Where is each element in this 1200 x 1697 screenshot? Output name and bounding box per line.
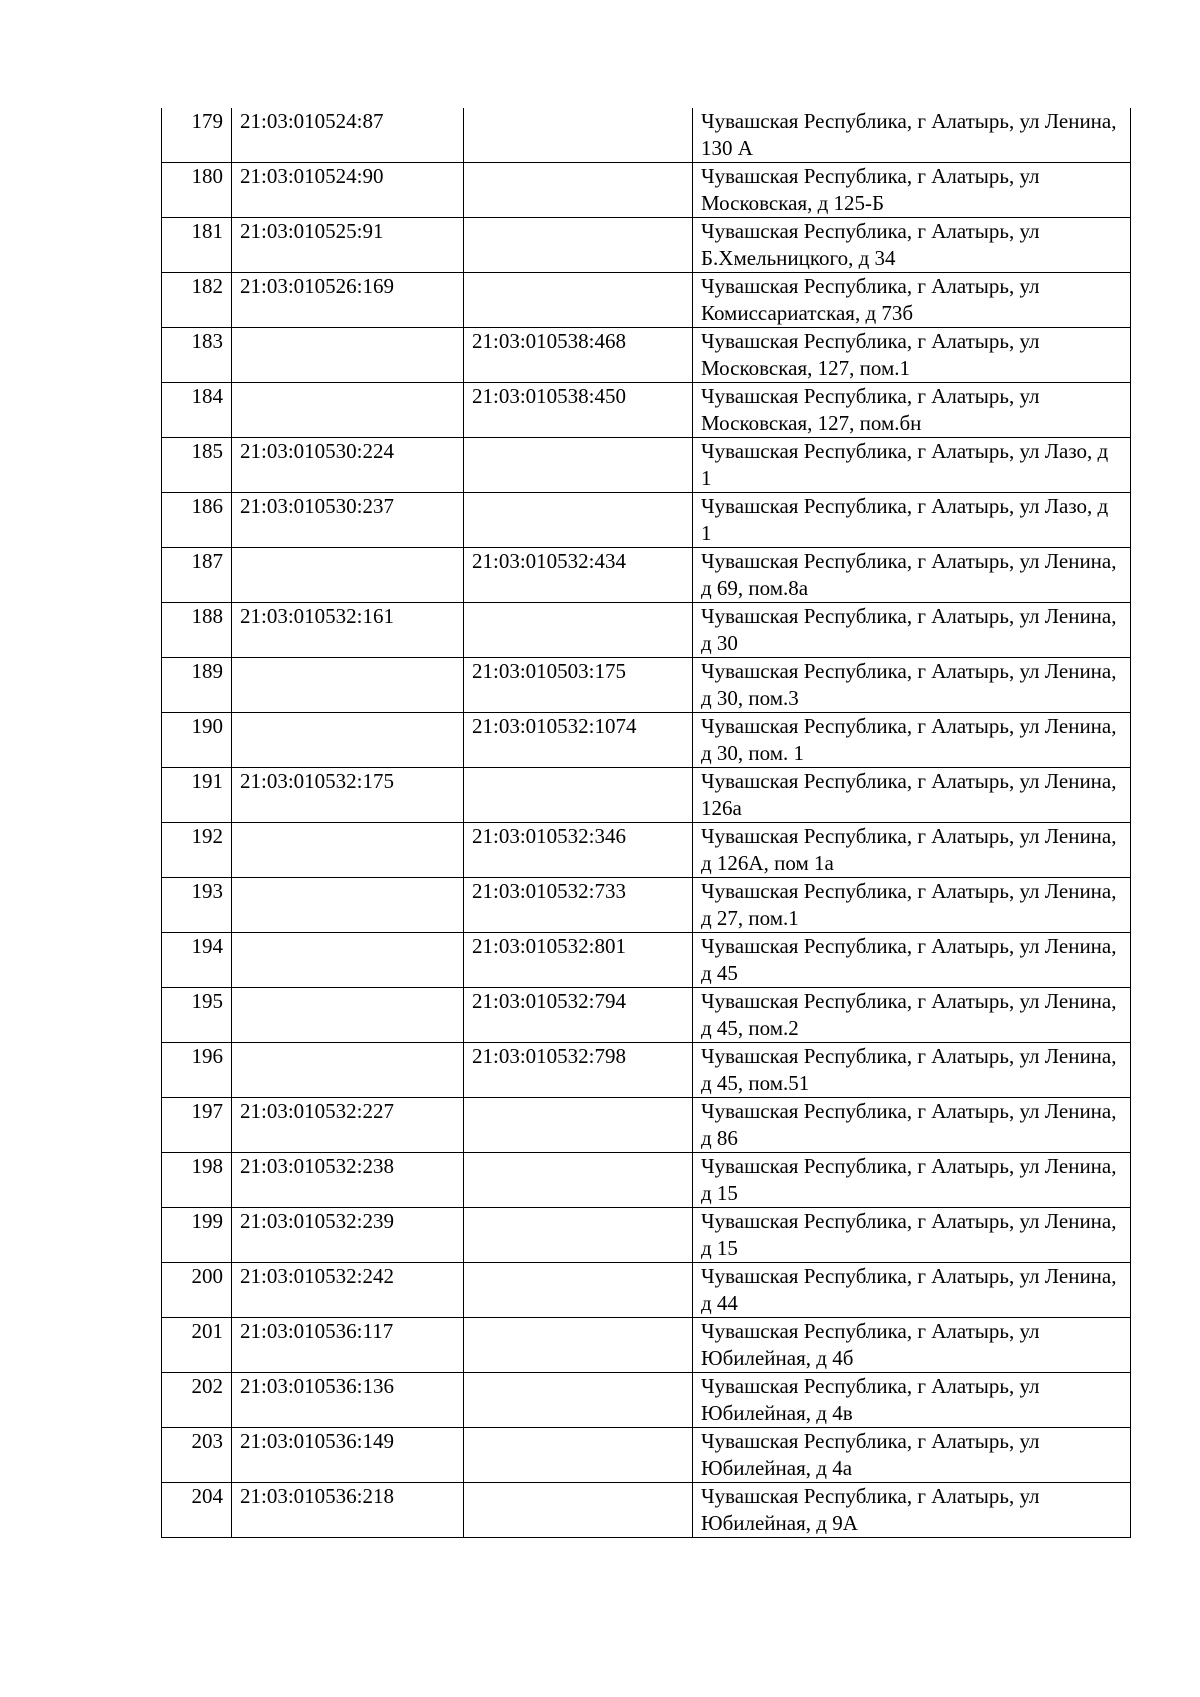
table-row — [162, 878, 1131, 933]
row-number-cell: 185 — [162, 438, 232, 493]
land-cadastral-cell — [232, 1043, 464, 1098]
premises-cadastral-cell — [464, 273, 693, 328]
table-row — [162, 823, 1131, 878]
row-number-cell: 190 — [162, 713, 232, 768]
table-row — [162, 1153, 1131, 1208]
land-cadastral-cell — [232, 823, 464, 878]
land-cadastral-cell: 21:03:010532:227 — [232, 1098, 464, 1153]
table-row — [162, 713, 1131, 768]
premises-cadastral-cell: 21:03:010532:434 — [464, 548, 693, 603]
row-number-cell: 202 — [162, 1373, 232, 1428]
address-cell: Чувашская Республика, г Алатырь, ул Лазо, д 1 — [693, 438, 1131, 493]
land-cadastral-cell — [232, 548, 464, 603]
address-cell: Чувашская Республика, г Алатырь, ул Комиссариатская, д 73б — [693, 273, 1131, 328]
row-number-cell: 201 — [162, 1318, 232, 1373]
address-cell: Чувашская Республика, г Алатырь, ул Юбилейная, д 4в — [693, 1373, 1131, 1428]
land-cadastral-cell: 21:03:010525:91 — [232, 218, 464, 273]
address-cell: Чувашская Республика, г Алатырь, ул Ленина, д 30, пом.3 — [693, 658, 1131, 713]
land-cadastral-cell: 21:03:010536:149 — [232, 1428, 464, 1483]
table-row — [162, 1428, 1131, 1483]
premises-cadastral-cell: 21:03:010532:733 — [464, 878, 693, 933]
land-cadastral-cell: 21:03:010524:90 — [232, 163, 464, 218]
land-cadastral-cell — [232, 878, 464, 933]
address-cell: Чувашская Республика, г Алатырь, ул Ленина, д 45, пом.2 — [693, 988, 1131, 1043]
premises-cadastral-cell — [464, 603, 693, 658]
address-cell: Чувашская Республика, г Алатырь, ул Ленина, д 30, пом. 1 — [693, 713, 1131, 768]
premises-cadastral-cell — [464, 1318, 693, 1373]
row-number-cell: 203 — [162, 1428, 232, 1483]
land-cadastral-cell — [232, 328, 464, 383]
table-row — [162, 1208, 1131, 1263]
table-row — [162, 108, 1131, 163]
row-number-cell: 200 — [162, 1263, 232, 1318]
property-table-body — [162, 108, 1131, 1538]
address-cell: Чувашская Республика, г Алатырь, ул Юбилейная, д 4а — [693, 1428, 1131, 1483]
land-cadastral-cell: 21:03:010532:238 — [232, 1153, 464, 1208]
address-cell: Чувашская Республика, г Алатырь, ул Юбилейная, д 9А — [693, 1483, 1131, 1538]
row-number-cell: 204 — [162, 1483, 232, 1538]
premises-cadastral-cell — [464, 163, 693, 218]
row-number-cell: 194 — [162, 933, 232, 988]
premises-cadastral-cell: 21:03:010538:450 — [464, 383, 693, 438]
premises-cadastral-cell: 21:03:010532:346 — [464, 823, 693, 878]
row-number-cell: 195 — [162, 988, 232, 1043]
premises-cadastral-cell: 21:03:010538:468 — [464, 328, 693, 383]
land-cadastral-cell: 21:03:010536:136 — [232, 1373, 464, 1428]
premises-cadastral-cell — [464, 108, 693, 163]
table-row — [162, 163, 1131, 218]
address-cell: Чувашская Республика, г Алатырь, ул Юбилейная, д 4б — [693, 1318, 1131, 1373]
row-number-cell: 183 — [162, 328, 232, 383]
table-row — [162, 988, 1131, 1043]
land-cadastral-cell — [232, 658, 464, 713]
premises-cadastral-cell: 21:03:010532:801 — [464, 933, 693, 988]
address-cell: Чувашская Республика, г Алатырь, ул Ленина, д 126А, пом 1а — [693, 823, 1131, 878]
table-row — [162, 1098, 1131, 1153]
row-number-cell: 180 — [162, 163, 232, 218]
land-cadastral-cell: 21:03:010536:218 — [232, 1483, 464, 1538]
land-cadastral-cell: 21:03:010530:237 — [232, 493, 464, 548]
row-number-cell: 199 — [162, 1208, 232, 1263]
premises-cadastral-cell: 21:03:010532:1074 — [464, 713, 693, 768]
premises-cadastral-cell: 21:03:010532:794 — [464, 988, 693, 1043]
table-row — [162, 1263, 1131, 1318]
land-cadastral-cell: 21:03:010532:242 — [232, 1263, 464, 1318]
table-row — [162, 493, 1131, 548]
row-number-cell: 188 — [162, 603, 232, 658]
address-cell: Чувашская Республика, г Алатырь, ул Московская, 127, пом.1 — [693, 328, 1131, 383]
table-row — [162, 218, 1131, 273]
land-cadastral-cell — [232, 383, 464, 438]
table-row — [162, 1483, 1131, 1538]
address-cell: Чувашская Республика, г Алатырь, ул Ленина, д 44 — [693, 1263, 1131, 1318]
address-cell: Чувашская Республика, г Алатырь, ул Ленина, д 69, пом.8а — [693, 548, 1131, 603]
premises-cadastral-cell — [464, 1373, 693, 1428]
table-row — [162, 658, 1131, 713]
land-cadastral-cell: 21:03:010532:239 — [232, 1208, 464, 1263]
row-number-cell: 182 — [162, 273, 232, 328]
address-cell: Чувашская Республика, г Алатырь, ул Лазо, д 1 — [693, 493, 1131, 548]
property-table — [161, 108, 1131, 1538]
table-row — [162, 383, 1131, 438]
premises-cadastral-cell — [464, 1208, 693, 1263]
row-number-cell: 187 — [162, 548, 232, 603]
land-cadastral-cell: 21:03:010536:117 — [232, 1318, 464, 1373]
row-number-cell: 197 — [162, 1098, 232, 1153]
land-cadastral-cell — [232, 713, 464, 768]
table-row — [162, 1043, 1131, 1098]
premises-cadastral-cell: 21:03:010503:175 — [464, 658, 693, 713]
premises-cadastral-cell — [464, 493, 693, 548]
address-cell: Чувашская Республика, г Алатырь, ул Б.Хмельницкого, д 34 — [693, 218, 1131, 273]
row-number-cell: 189 — [162, 658, 232, 713]
address-cell: Чувашская Республика, г Алатырь, ул Ленина, д 86 — [693, 1098, 1131, 1153]
address-cell: Чувашская Республика, г Алатырь, ул Ленина, д 30 — [693, 603, 1131, 658]
premises-cadastral-cell — [464, 438, 693, 493]
table-row — [162, 1373, 1131, 1428]
address-cell: Чувашская Республика, г Алатырь, ул Ленина, 126а — [693, 768, 1131, 823]
premises-cadastral-cell: 21:03:010532:798 — [464, 1043, 693, 1098]
row-number-cell: 193 — [162, 878, 232, 933]
row-number-cell: 186 — [162, 493, 232, 548]
row-number-cell: 179 — [162, 108, 232, 163]
address-cell: Чувашская Республика, г Алатырь, ул Московская, д 125-Б — [693, 163, 1131, 218]
land-cadastral-cell: 21:03:010530:224 — [232, 438, 464, 493]
row-number-cell: 191 — [162, 768, 232, 823]
address-cell: Чувашская Республика, г Алатырь, ул Ленина, д 27, пом.1 — [693, 878, 1131, 933]
address-cell: Чувашская Республика, г Алатырь, ул Ленина, 130 А — [693, 108, 1131, 163]
land-cadastral-cell: 21:03:010524:87 — [232, 108, 464, 163]
premises-cadastral-cell — [464, 1483, 693, 1538]
table-row — [162, 603, 1131, 658]
land-cadastral-cell — [232, 933, 464, 988]
land-cadastral-cell — [232, 988, 464, 1043]
address-cell: Чувашская Республика, г Алатырь, ул Ленина, д 15 — [693, 1208, 1131, 1263]
table-row — [162, 768, 1131, 823]
address-cell: Чувашская Республика, г Алатырь, ул Ленина, д 45, пом.51 — [693, 1043, 1131, 1098]
row-number-cell: 192 — [162, 823, 232, 878]
premises-cadastral-cell — [464, 1098, 693, 1153]
table-row — [162, 273, 1131, 328]
premises-cadastral-cell — [464, 1153, 693, 1208]
row-number-cell: 198 — [162, 1153, 232, 1208]
land-cadastral-cell: 21:03:010532:161 — [232, 603, 464, 658]
table-row — [162, 548, 1131, 603]
premises-cadastral-cell — [464, 1263, 693, 1318]
premises-cadastral-cell — [464, 1428, 693, 1483]
address-cell: Чувашская Республика, г Алатырь, ул Ленина, д 15 — [693, 1153, 1131, 1208]
address-cell: Чувашская Республика, г Алатырь, ул Ленина, д 45 — [693, 933, 1131, 988]
row-number-cell: 184 — [162, 383, 232, 438]
table-row — [162, 933, 1131, 988]
land-cadastral-cell: 21:03:010526:169 — [232, 273, 464, 328]
table-row — [162, 328, 1131, 383]
table-row — [162, 438, 1131, 493]
row-number-cell: 181 — [162, 218, 232, 273]
address-cell: Чувашская Республика, г Алатырь, ул Московская, 127, пом.бн — [693, 383, 1131, 438]
table-row — [162, 1318, 1131, 1373]
premises-cadastral-cell — [464, 218, 693, 273]
land-cadastral-cell: 21:03:010532:175 — [232, 768, 464, 823]
premises-cadastral-cell — [464, 768, 693, 823]
row-number-cell: 196 — [162, 1043, 232, 1098]
